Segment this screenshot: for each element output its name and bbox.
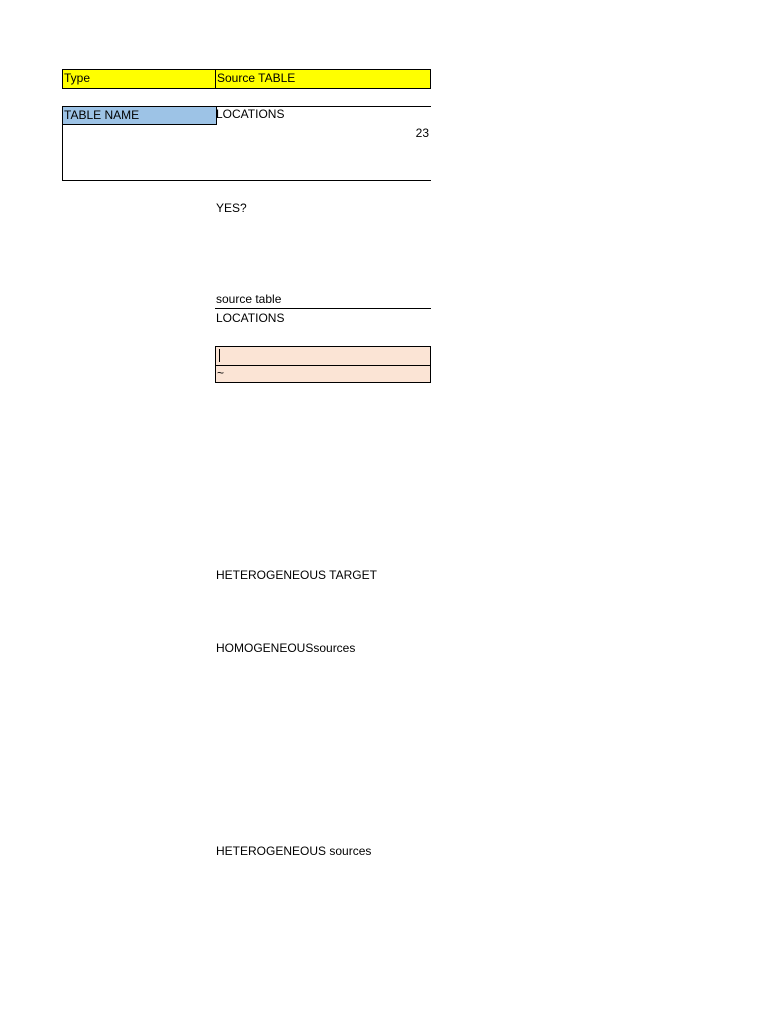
table-block-bottom-border xyxy=(62,180,431,181)
row-count-value: 23 xyxy=(415,126,429,140)
source-table-underline xyxy=(215,308,431,309)
row-count-cell[interactable] xyxy=(215,125,430,143)
input-cell-2-value: ~ xyxy=(217,366,225,380)
table-name-label: TABLE NAME xyxy=(64,108,140,122)
heterogeneous-sources-note: HETEROGENEOUS sources xyxy=(216,844,372,858)
type-header-cell[interactable] xyxy=(62,69,217,89)
table-name-value-cell[interactable] xyxy=(215,106,431,125)
source-table-heading: source table xyxy=(216,292,282,306)
question-text: YES? xyxy=(216,201,247,215)
input-cell-1[interactable] xyxy=(215,346,431,366)
input-cell-2[interactable] xyxy=(215,365,431,383)
source-table-header-label: Source TABLE xyxy=(217,71,296,85)
table-name-value: LOCATIONS xyxy=(216,107,285,121)
source-table-header-cell[interactable] xyxy=(215,69,431,89)
table-name-label-cell[interactable] xyxy=(62,106,217,125)
heterogeneous-target-note: HETEROGENEOUS TARGET xyxy=(216,568,377,582)
text-cursor xyxy=(219,349,220,362)
source-table-value: LOCATIONS xyxy=(216,311,285,325)
type-header-label: Type xyxy=(64,71,91,85)
homogeneous-sources-note: HOMOGENEOUSsources xyxy=(216,641,356,655)
